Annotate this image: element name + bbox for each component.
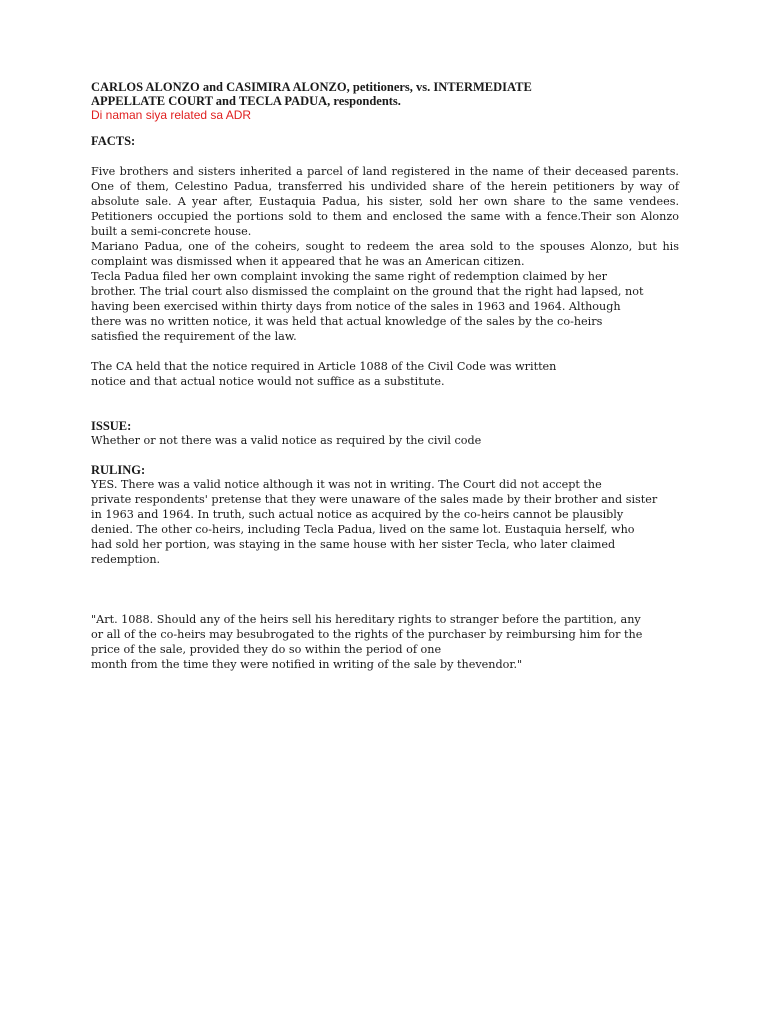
- facts-p4-line: notice and that actual notice would not suffice as a substitute.: [91, 375, 445, 388]
- facts-p3-line: there was no written notice, it was held that actual knowledge of the sales by the co-heirs: [91, 315, 603, 328]
- ruling-line: redemption.: [91, 553, 161, 566]
- issue-text: Whether or not there was a valid notice as required by the civil code: [91, 434, 482, 447]
- facts-paragraph-3: [91, 269, 679, 344]
- facts-p3-line: having been exercised within thirty days from notice of the sales in 1963 and 1964. Although: [91, 300, 621, 313]
- ruling-line: YES. There was a valid notice although it was not in writing. The Court did not accept the: [91, 478, 602, 491]
- article-line: price of the sale, provided they do so within the period of one: [91, 643, 442, 656]
- facts-p3-line: satisfied the requirement of the law.: [91, 330, 297, 343]
- case-title-line-2: APPELLATE COURT and TECLA PADUA, respondents.: [91, 94, 401, 108]
- facts-p3-line: Tecla Padua filed her own complaint invoking the same right of redemption claimed by her: [91, 270, 607, 283]
- ruling-line: private respondents' pretense that they were unaware of the sales made by their brother and sister: [91, 493, 658, 506]
- facts-paragraph-2: Mariano Padua, one of the coheirs, sought to redeem the area sold to the spouses Alonzo, but his complaint was dismissed when it appeared that he was an American citizen.: [91, 240, 679, 268]
- facts-paragraph-1: Five brothers and sisters inherited a parcel of land registered in the name of their deceased parents. One of them, Celestino Padua, transferred his undivided share of the herein petitioners by way of absolute sale. A year after, Eustaquia Padua, his sister, sold her own share to the same vendees. Petitioners occupied the portions sold to them and enclosed the same with a fence.Their son Alonzo built a semi-concrete house.: [91, 165, 679, 238]
- ruling-line: in 1963 and 1964. In truth, such actual notice as acquired by the co-heirs cannot be plausibly: [91, 508, 624, 521]
- ruling-text: [91, 477, 679, 567]
- issue-heading: ISSUE:: [91, 419, 132, 433]
- red-annotation-note: Di naman siya related sa ADR: [91, 108, 252, 122]
- facts-p3-line: brother. The trial court also dismissed the complaint on the ground that the right had lapsed, not: [91, 285, 644, 298]
- document-page: [91, 80, 679, 672]
- ruling-line: denied. The other co-heirs, including Tecla Padua, lived on the same lot. Eustaquia herself, who: [91, 523, 635, 536]
- case-title-line-1: CARLOS ALONZO and CASIMIRA ALONZO, petitioners, vs. INTERMEDIATE: [91, 80, 532, 94]
- article-line: month from the time they were notified in writing of the sale by thevendor.": [91, 658, 523, 671]
- article-1088-quote: [91, 612, 679, 672]
- case-title: [91, 80, 679, 108]
- facts-paragraph-4: [91, 359, 679, 389]
- ruling-heading: RULING:: [91, 463, 146, 477]
- article-line: or all of the co-heirs may besubrogated to the rights of the purchaser by reimbursing him for the: [91, 628, 643, 641]
- ruling-line: had sold her portion, was staying in the same house with her sister Tecla, who later claimed: [91, 538, 616, 551]
- facts-p4-line: The CA held that the notice required in Article 1088 of the Civil Code was written: [91, 360, 557, 373]
- facts-heading: FACTS:: [91, 134, 136, 148]
- article-line: "Art. 1088. Should any of the heirs sell his hereditary rights to stranger before the partition, any: [91, 613, 641, 626]
